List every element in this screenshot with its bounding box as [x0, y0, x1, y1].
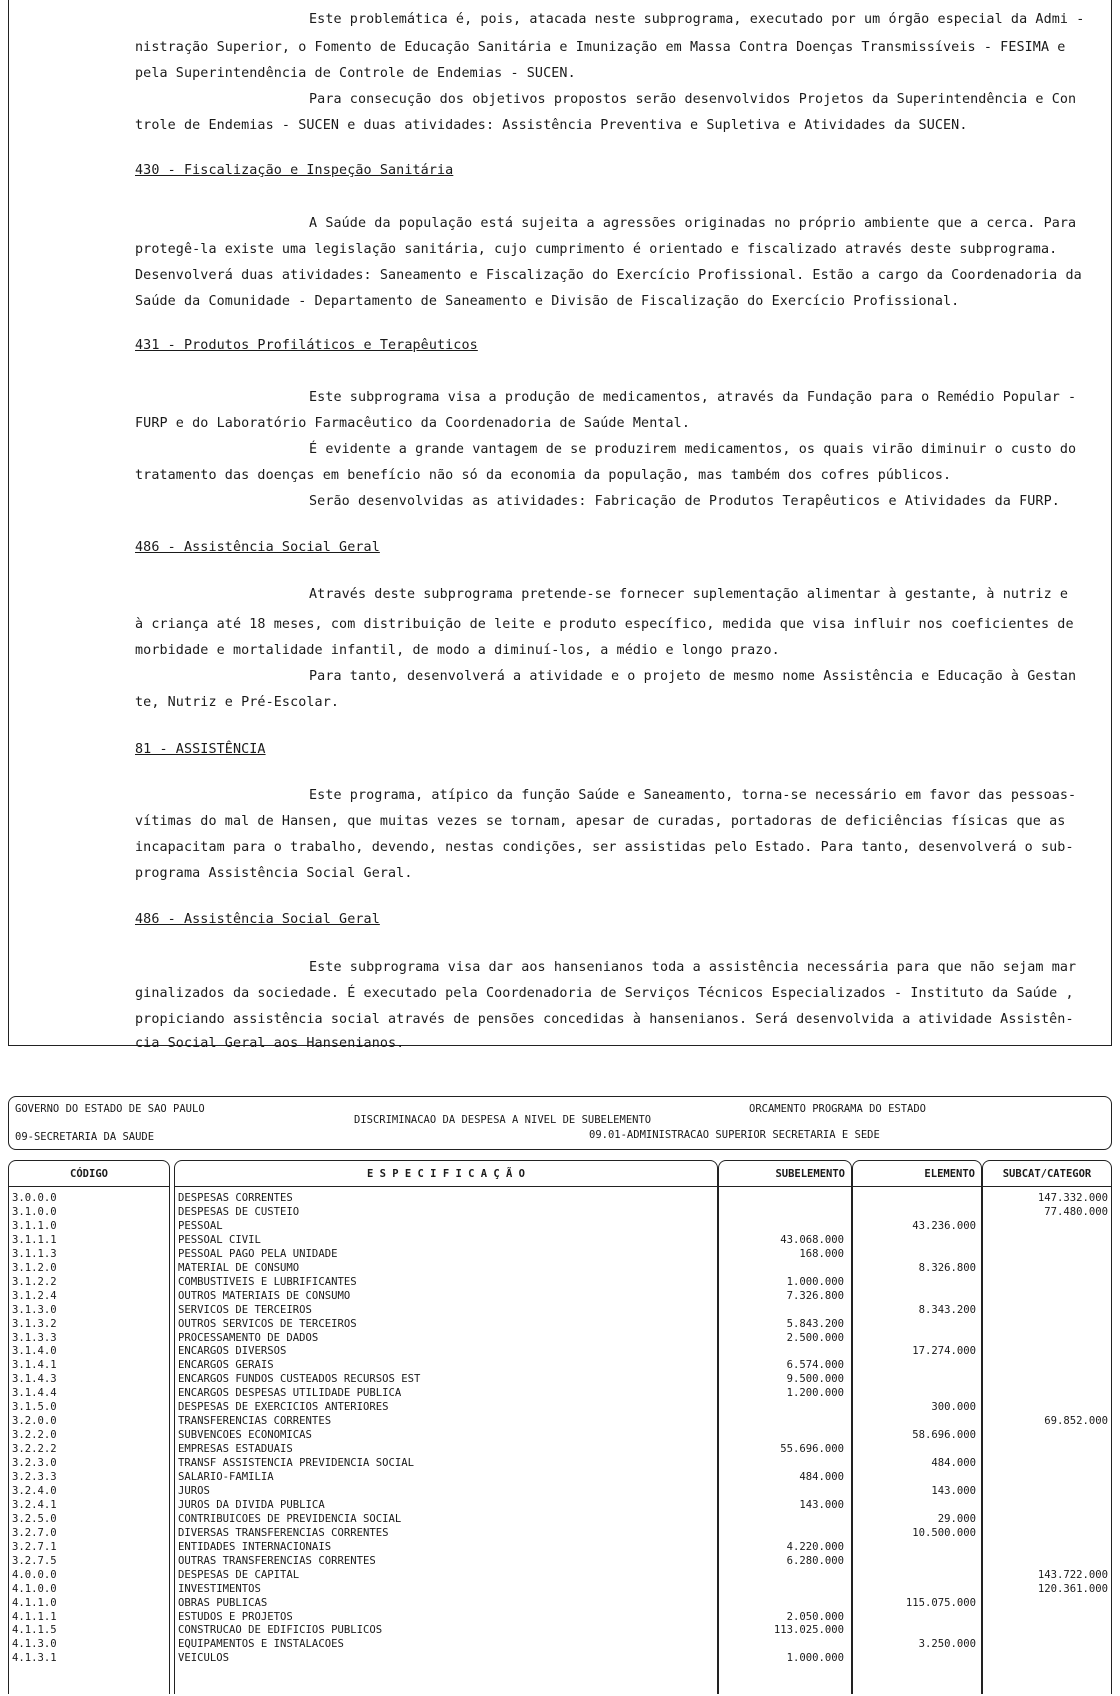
paragraph-line: Este subprograma visa dar aos hansenianos toda a assistência necessária para que não sejam mar: [309, 960, 1077, 975]
row-code: 3.1.2.4: [12, 1289, 57, 1302]
budget-label: ORCAMENTO PROGRAMA DO ESTADO: [749, 1103, 927, 1115]
row-subelemento: 9.500.000: [786, 1373, 844, 1386]
row-code: 3.1.1.1: [12, 1233, 57, 1246]
row-elemento: 484.000: [931, 1457, 976, 1470]
row-subelemento: 5.843.200: [786, 1317, 844, 1330]
row-subelemento: 55.696.000: [780, 1443, 844, 1456]
row-code: 3.1.4.3: [12, 1373, 57, 1386]
row-code: 3.1.4.0: [12, 1345, 57, 1358]
row-subcat: 143.722.000: [1037, 1568, 1108, 1581]
row-description: ENCARGOS DIVERSOS: [178, 1345, 287, 1358]
expense-table: [8, 1160, 1112, 1694]
row-elemento: 58.696.000: [912, 1429, 976, 1442]
row-description: PESSOAL PAGO PELA UNIDADE: [178, 1247, 338, 1260]
row-description: OUTROS MATERIAIS DE CONSUMO: [178, 1289, 351, 1302]
paragraph-line: Serão desenvolvidas as atividades: Fabricação de Produtos Terapêuticos e Atividades da FURP.: [309, 494, 1060, 509]
row-description: VEICULOS: [178, 1652, 230, 1665]
row-code: 3.1.2.2: [12, 1275, 57, 1288]
row-description: OUTRAS TRANSFERENCIAS CORRENTES: [178, 1554, 376, 1567]
paragraph-line: É evidente a grande vantagem de se produzirem medicamentos, os quais virão diminuir o custo do: [309, 442, 1077, 457]
paragraph-line: programa Assistência Social Geral.: [135, 866, 413, 881]
paragraph-line: incapacitam para o trabalho, devendo, nestas condições, ser assistidas pelo Estado. Para tanto, desenvolverá o sub-: [135, 840, 1074, 855]
row-elemento: 3.250.000: [918, 1638, 976, 1651]
government-name: GOVERNO DO ESTADO DE SAO PAULO: [15, 1103, 205, 1115]
paragraph-line: nistração Superior, o Fomento de Educação Sanitária e Imunização em Massa Contra Doenças Transmissíveis - FESIMA e: [135, 40, 1066, 55]
paragraph-line: ginalizados da sociedade. É executado pela Coordenadoria de Serviços Técnicos Especializados - Instituto da Saúde ,: [135, 986, 1074, 1001]
row-code: 4.1.1.5: [12, 1624, 57, 1637]
row-subelemento: 484.000: [799, 1471, 844, 1483]
row-code: 3.2.7.5: [12, 1554, 57, 1567]
row-code: 3.1.3.3: [12, 1331, 57, 1344]
section-heading: 431 - Produtos Profiláticos e Terapêuticos: [135, 338, 478, 353]
row-description: ENCARGOS FUNDOS CUSTEADOS RECURSOS EST: [178, 1373, 421, 1386]
row-description: COMBUSTIVEIS E LUBRIFICANTES: [178, 1275, 357, 1288]
paragraph-line: Para tanto, desenvolverá a atividade e o projeto de mesmo nome Assistência e Educação à Gestan: [309, 669, 1077, 684]
row-description: JUROS: [178, 1484, 210, 1497]
column-header-subcat: SUBCAT/CATEGOR: [983, 1161, 1111, 1187]
row-subelemento: 7.326.800: [786, 1289, 844, 1302]
row-code: 3.0.0.0: [12, 1192, 57, 1204]
row-description: EQUIPAMENTOS E INSTALACOES: [178, 1638, 344, 1651]
paragraph-line: Desenvolverá duas atividades: Saneamento e Fiscalização do Exercício Profissional. Estão a cargo da Coordenadoria da: [135, 268, 1082, 283]
row-description: TRANSFERENCIAS CORRENTES: [178, 1415, 332, 1428]
column-header-codigo: CÓDIGO: [9, 1161, 169, 1187]
secretaria-name: 09-SECRETARIA DA SAUDE: [15, 1131, 155, 1143]
row-subelemento: 43.068.000: [780, 1233, 844, 1246]
paragraph-line: Através deste subprograma pretende-se fornecer suplementação alimentar à gestante, à nutriz e: [309, 587, 1069, 602]
row-code: 3.2.2.2: [12, 1443, 57, 1456]
row-description: TRANSF ASSISTENCIA PREVIDENCIA SOCIAL: [178, 1457, 414, 1470]
row-description: MATERIAL DE CONSUMO: [178, 1261, 300, 1274]
paragraph-line: cia Social Geral aos Hansenianos.: [135, 1036, 405, 1051]
row-code: 3.2.0.0: [12, 1415, 57, 1428]
row-code: 3.1.2.0: [12, 1261, 57, 1274]
paragraph-line: Este programa, atípico da função Saúde e Saneamento, torna-se necessário em favor das pessoas-: [309, 788, 1077, 803]
row-code: 3.2.5.0: [12, 1512, 57, 1525]
unit-name: 09.01-ADMINISTRACAO SUPERIOR SECRETARIA E SEDE: [589, 1129, 880, 1141]
row-elemento: 300.000: [931, 1401, 976, 1414]
paragraph-line: pela Superintendência de Controle de Endemias - SUCEN.: [135, 66, 576, 81]
row-elemento: 10.500.000: [912, 1526, 976, 1539]
row-description: ENCARGOS DESPESAS UTILIDADE PUBLICA: [178, 1387, 402, 1400]
row-elemento: 17.274.000: [912, 1345, 976, 1358]
row-code: 3.2.2.0: [12, 1429, 57, 1442]
row-code: 3.1.3.0: [12, 1303, 57, 1316]
row-description: DESPESAS DE EXERCICIOS ANTERIORES: [178, 1401, 389, 1414]
column-header-elemento: ELEMENTO: [853, 1161, 981, 1187]
row-description: ENTIDADES INTERNACIONAIS: [178, 1540, 332, 1553]
row-code: 4.1.1.0: [12, 1596, 57, 1609]
paragraph-line: Este subprograma visa a produção de medicamentos, através da Fundação para o Remédio Popular -: [309, 390, 1077, 405]
row-description: CONTRIBUICOES DE PREVIDENCIA SOCIAL: [178, 1512, 402, 1525]
row-code: 4.1.3.0: [12, 1638, 57, 1651]
row-subcat: 120.361.000: [1037, 1582, 1108, 1595]
section-heading: 81 - ASSISTÊNCIA: [135, 742, 266, 757]
row-subelemento: 113.025.000: [773, 1624, 844, 1637]
row-description: DESPESAS DE CUSTEIO: [178, 1205, 300, 1218]
row-description: PESSOAL: [178, 1219, 223, 1232]
paragraph-line: à criança até 18 meses, com distribuição de leite e produto específico, medida que visa influir nos coeficientes de: [135, 617, 1074, 632]
row-elemento: 8.326.800: [918, 1261, 976, 1274]
paragraph-line: tratamento das doenças em benefício não só da economia da população, mas também dos cofres públicos.: [135, 468, 952, 483]
narrative-section: [8, 0, 1112, 1051]
row-subcat: 69.852.000: [1044, 1415, 1108, 1428]
row-subelemento: 2.500.000: [786, 1331, 844, 1344]
row-description: CONSTRUCAO DE EDIFICIOS PUBLICOS: [178, 1624, 383, 1637]
row-code: 3.1.1.0: [12, 1219, 57, 1232]
row-description: SALARIO-FAMILIA: [178, 1471, 274, 1483]
paragraph-line: Saúde da Comunidade - Departamento de Saneamento e Divisão de Fiscalização do Exercício Profissional.: [135, 294, 960, 309]
paragraph-line: protegê-la existe uma legislação sanitária, cujo cumprimento é orientado e fiscalizado através deste subprograma.: [135, 242, 1058, 257]
row-description: DESPESAS DE CAPITAL: [178, 1568, 300, 1581]
row-code: 3.1.0.0: [12, 1205, 57, 1218]
elemento-column: [852, 1160, 982, 1694]
row-code: 3.1.5.0: [12, 1401, 57, 1414]
paragraph-line: A Saúde da população está sujeita a agressões originadas no próprio ambiente que a cerca. Para: [309, 216, 1077, 231]
column-header-subelemento: SUBELEMENTO: [719, 1161, 851, 1187]
section-heading: 486 - Assistência Social Geral: [135, 540, 380, 555]
row-code: 4.1.1.1: [12, 1610, 57, 1623]
paragraph-line: Este problemática é, pois, atacada neste subprograma, executado por um órgão especial da Admi -: [309, 12, 1085, 27]
row-subelemento: 6.574.000: [786, 1359, 844, 1372]
section-heading: 430 - Fiscalização e Inspeção Sanitária: [135, 163, 454, 178]
paragraph-line: te, Nutriz e Pré-Escolar.: [135, 695, 340, 710]
row-code: 4.1.3.1: [12, 1652, 57, 1665]
report-title: DISCRIMINACAO DA DESPESA A NIVEL DE SUBELEMENTO: [354, 1114, 652, 1126]
row-elemento: 43.236.000: [912, 1219, 976, 1232]
row-code: 3.2.4.1: [12, 1498, 57, 1511]
row-description: OUTROS SERVICOS DE TERCEIROS: [178, 1317, 357, 1330]
row-subcat: 77.480.000: [1044, 1205, 1108, 1218]
row-subcat: 147.332.000: [1037, 1192, 1108, 1204]
row-code: 3.1.4.1: [12, 1359, 57, 1372]
row-code: 3.2.7.0: [12, 1526, 57, 1539]
row-code: 3.1.1.3: [12, 1247, 57, 1260]
paragraph-line: vítimas do mal de Hansen, que muitas vezes se tornam, apesar de curadas, portadoras de deficiências físicas que as: [135, 814, 1066, 829]
row-subelemento: 1.200.000: [786, 1387, 844, 1400]
row-code: 4.0.0.0: [12, 1568, 57, 1581]
row-code: 3.1.3.2: [12, 1317, 57, 1330]
row-code: 3.2.4.0: [12, 1484, 57, 1497]
row-description: INVESTIMENTOS: [178, 1582, 261, 1595]
report-header: [8, 1096, 1112, 1150]
row-code: 4.1.0.0: [12, 1582, 57, 1595]
row-description: PROCESSAMENTO DE DADOS: [178, 1331, 319, 1344]
row-code: 3.2.3.3: [12, 1471, 57, 1483]
paragraph-line: propiciando assistência social através de pensões concedidas à hansenianos. Será desenvolvida a atividade Assistên-: [135, 1012, 1074, 1027]
row-elemento: 115.075.000: [905, 1596, 976, 1609]
row-description: DIVERSAS TRANSFERENCIAS CORRENTES: [178, 1526, 389, 1539]
paragraph-line: morbidade e mortalidade infantil, de modo a diminuí-los, a médio e longo prazo.: [135, 643, 780, 658]
row-subelemento: 2.050.000: [786, 1610, 844, 1623]
row-code: 3.2.7.1: [12, 1540, 57, 1553]
row-description: PESSOAL CIVIL: [178, 1233, 261, 1246]
paragraph-line: FURP e do Laboratório Farmacêutico da Coordenadoria de Saúde Mental.: [135, 416, 691, 431]
paragraph-line: trole de Endemias - SUCEN e duas atividades: Assistência Preventiva e Supletiva e Atividades da SUCEN.: [135, 118, 968, 133]
row-description: ESTUDOS E PROJETOS: [178, 1610, 293, 1623]
row-subelemento: 1.000.000: [786, 1275, 844, 1288]
row-description: SUBVENCOES ECONOMICAS: [178, 1429, 312, 1442]
row-subelemento: 1.000.000: [786, 1652, 844, 1665]
row-code: 3.1.4.4: [12, 1387, 57, 1400]
row-subelemento: 143.000: [799, 1498, 844, 1511]
section-heading: 486 - Assistência Social Geral: [135, 912, 380, 927]
row-subelemento: 4.220.000: [786, 1540, 844, 1553]
row-subelemento: 6.280.000: [786, 1554, 844, 1567]
row-elemento: 8.343.200: [918, 1303, 976, 1316]
row-description: JUROS DA DIVIDA PUBLICA: [178, 1498, 325, 1511]
row-code: 3.2.3.0: [12, 1457, 57, 1470]
row-elemento: 29.000: [937, 1512, 976, 1525]
row-elemento: 143.000: [931, 1484, 976, 1497]
row-description: DESPESAS CORRENTES: [178, 1192, 293, 1204]
row-description: EMPRESAS ESTADUAIS: [178, 1443, 293, 1456]
paragraph-line: Para consecução dos objetivos propostos serão desenvolvidos Projetos da Superintendência e Con: [309, 92, 1077, 107]
row-subelemento: 168.000: [799, 1247, 844, 1260]
row-description: SERVICOS DE TERCEIROS: [178, 1303, 312, 1316]
column-header-especificacao: E S P E C I F I C A Ç Ã O: [175, 1161, 717, 1187]
row-description: ENCARGOS GERAIS: [178, 1359, 274, 1372]
row-description: OBRAS PUBLICAS: [178, 1596, 268, 1609]
